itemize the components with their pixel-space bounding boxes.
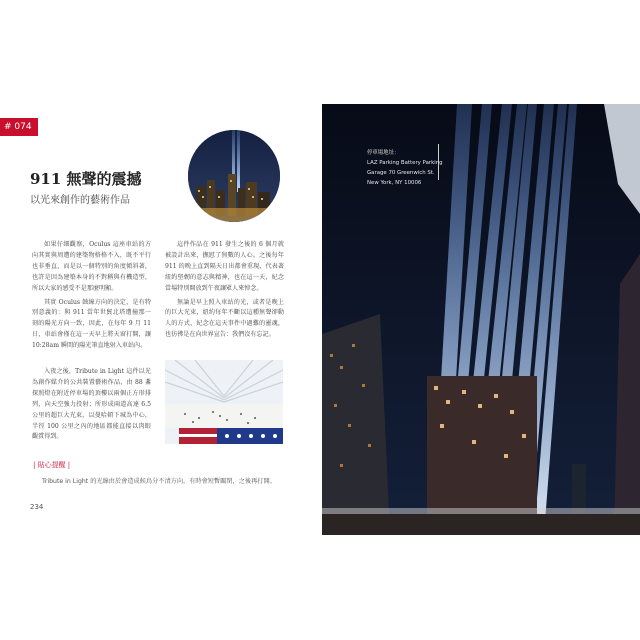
page-title: 911 無聲的震撼 — [30, 170, 142, 188]
chapter-tab: # 074 — [0, 118, 38, 136]
paragraph: 如果仔細觀察，Oculus 這座車站的方向其實與周遭的建築物格格不入，既不平行也非垂直，而是以一個特別的角度傾斜著，也許是因為建築本身的不對稱與有機造型，所以大家的感受不是那麼明顯。 — [32, 241, 151, 292]
page-number: 234 — [30, 503, 44, 511]
address-line: LAZ Parking Battery Parking — [367, 160, 443, 166]
oculus-interior-illustration — [165, 360, 283, 444]
parking-address — [367, 148, 443, 188]
paragraph: 這件作品在 911 發生之後的 6 個月就被設計出來，撫慰了無數的人心。之後每年 911 的晚上直到隔天日出都會重現，代表著紐約堅韌的意志與精神，也在這一天，紀念當場特別開放到午夜讓眾人來悼念。 — [165, 241, 284, 292]
page-subtitle: 以光來創作的藝術作品 — [30, 195, 130, 206]
address-label: 停車場地址： — [367, 150, 400, 156]
city-skyline-illustration — [188, 130, 280, 222]
body-column-1-lower — [32, 367, 151, 446]
tribute-in-light-circle-photo — [188, 130, 280, 222]
tip-label: | 貼心提醒 | — [33, 461, 71, 469]
oculus-interior-photo — [165, 360, 283, 444]
body-column-1 — [32, 240, 151, 355]
tip-text: Tribute in Light 的光線由於會造成候鳥分不清方向，有時會短暫關閉，之後再打開。 — [42, 478, 276, 485]
paragraph: 無論是早上照入車站的光，或者是晚上的巨大光束，紐約每年不斷以這種無聲卻動人的方式，紀念在這天事件中過難的靈魂，也彷彿是在向世界宣告：我們沒有忘記。 — [165, 298, 284, 339]
address-line: New York, NY 10006 — [367, 180, 422, 186]
address-line: Garage 70 Greenwich St. — [367, 170, 435, 176]
body-column-2 — [165, 240, 284, 344]
paragraph: 入夜之後，Tribute in Light 這件以光為創作媒介的公共裝置藝術作品，由 88 盞探照燈在附近停車場的頂樓以兩個正方形排列，向天空強力投射；所形成兩道高達 6.5 公里的超巨大光束，以曼哈頓下城為中心，半徑 100 公里之內的地區都能直接以肉眼觀賞得到。 — [32, 368, 151, 441]
paragraph: 其實 Oculus 蝕線方向的決定，是有特別意義的：與 911 當年世貿北塔遭撞那一刻的陽光方向一致，因此，在每年 9 月 11 日，車站會僅在這一天早上將天窗打開，讓 10:28am 瞬間的陽光筆直地射入車站內。 — [32, 298, 151, 350]
